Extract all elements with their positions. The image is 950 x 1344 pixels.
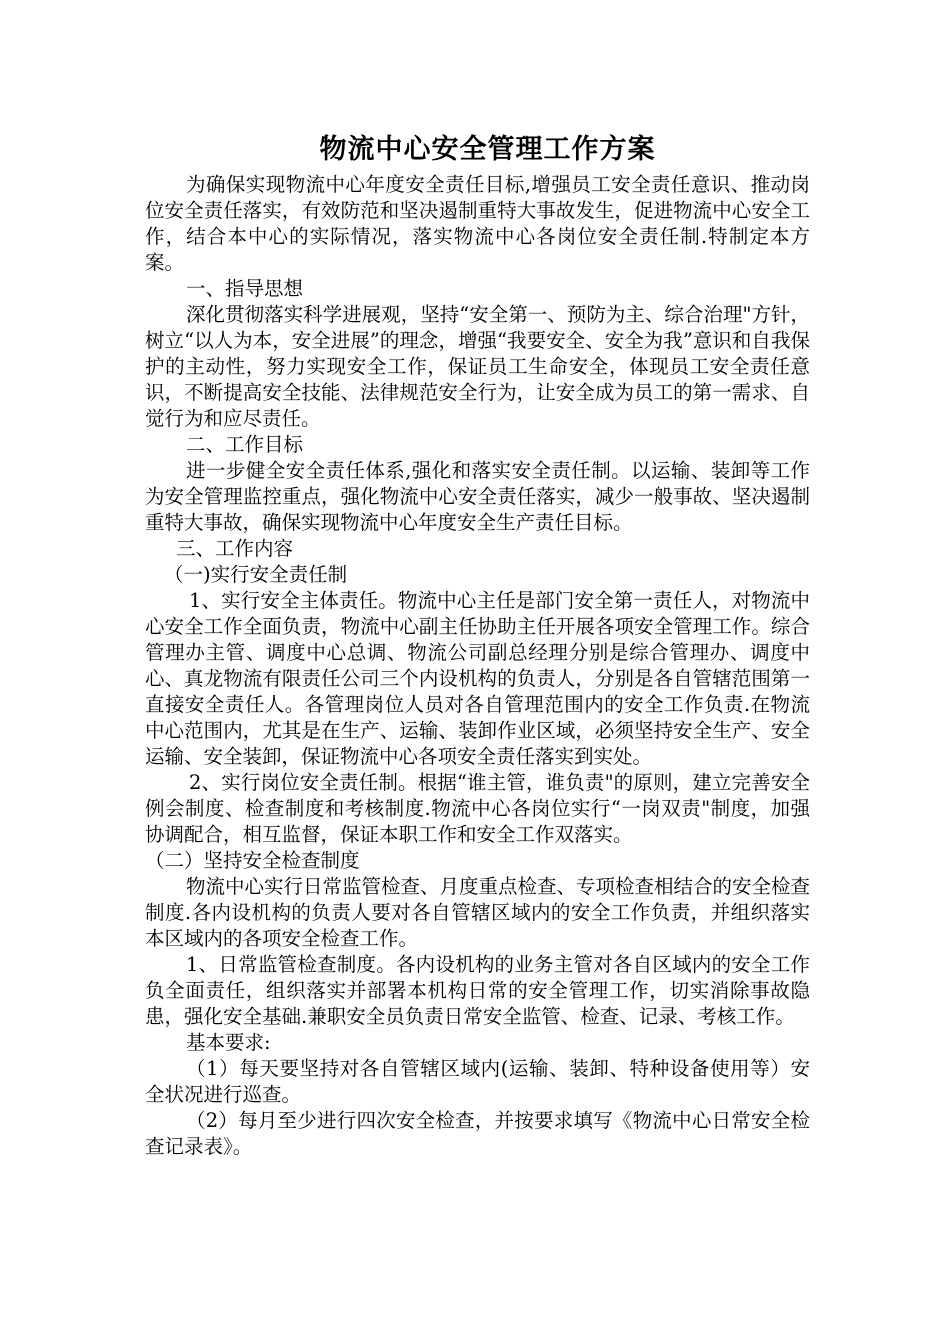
requirement-item-2: （2）每月至少进行四次安全检查，并按要求填写《物流中心日常安全检查记录表》。	[145, 1109, 810, 1158]
document-title: 物流中心安全管理工作方案	[319, 134, 656, 165]
requirement-item-1: （1）每天要坚持对各自管辖区域内(运输、装卸、特种设备使用等）安全状况进行巡查。	[145, 1057, 810, 1106]
heading-basic-requirements: 基本要求:	[186, 1031, 271, 1054]
paragraph-main-responsibility: 1、实行安全主体责任。物流中心主任是部门安全第一责任人，对物流中心安全工作全面负责，物流中心副主任协助主任开展各项安全管理工作。综合管理办主管、调度中心总调、物流公司副总经理分别是综合管理办、调度中心、真龙物流有限责任公司三个内设机构的负责人，分别是各自管辖范围第一直接安全责任人。各管理岗位人员对各自管理范围内的安全工作负责.在物流中心范围内，尤其是在生产、运输、装卸作业区域，必须坚持安全生产、安全运输、安全装卸，保证物流中心各项安全责任落实到实处。	[145, 589, 810, 768]
paragraph-inspection-system: 物流中心实行日常监管检查、月度重点检查、专项检查相结合的安全检查制度.各内设机构的负责人要对各自管辖区域内的安全工作负责，并组织落实本区域内的各项安全检查工作。	[145, 875, 811, 950]
subheading-responsibility-system: （一)实行安全责任制	[164, 563, 348, 586]
paragraph-work-goal: 进一步健全安全责任体系,强化和落实安全责任制。以运输、装卸等工作为安全管理监控重点，强化物流中心安全责任落实，减少一般事故、坚决遏制重特大事故，确保实现物流中心年度安全生产责任目标。	[145, 459, 810, 534]
heading-work-content: 三、工作内容	[176, 537, 294, 560]
heading-guiding-thought: 一、指导思想	[186, 277, 304, 300]
paragraph-post-responsibility: 2、实行岗位安全责任制。根据“谁主管，谁负责"的原则，建立完善安全例会制度、检查制度和考核制度.物流中心各岗位实行“一岗双责"制度，加强协调配合，相互监督，保证本职工作和安全工作双落实。	[145, 771, 810, 846]
heading-work-goal: 二、工作目标	[186, 433, 304, 456]
paragraph-daily-inspection: 1、日常监管检查制度。各内设机构的业务主管对各自区域内的安全工作负全面责任，组织落实并部署本机构日常的安全管理工作，切实消除事故隐患，强化安全基础.兼职安全员负责日常安全监管、检查、记录、考核工作。	[145, 953, 810, 1028]
subheading-inspection-system: （二）坚持安全检查制度	[145, 849, 360, 872]
paragraph-guiding-thought: 深化贯彻落实科学进展观，坚持“安全第一、预防为主、综合治理"方针，树立“以人为本，安全进展”的理念，增强“我要安全、安全为我”意识和自我保护的主动性，努力实现安全工作，保证员工生命安全，体现员工安全责任意识，不断提高安全技能、法律规范安全行为，让安全成为员工的第一需求、自觉行为和应尽责任。	[145, 303, 810, 430]
paragraph-intro: 为确保实现物流中心年度安全责任目标,增强员工安全责任意识、推动岗位安全责任落实，有效防范和坚决遏制重特大事故发生，促进物流中心安全工作，结合本中心的实际情况，落实物流中心各岗位安全责任制.特制定本方案。	[145, 173, 810, 274]
document-page	[145, 128, 810, 1160]
